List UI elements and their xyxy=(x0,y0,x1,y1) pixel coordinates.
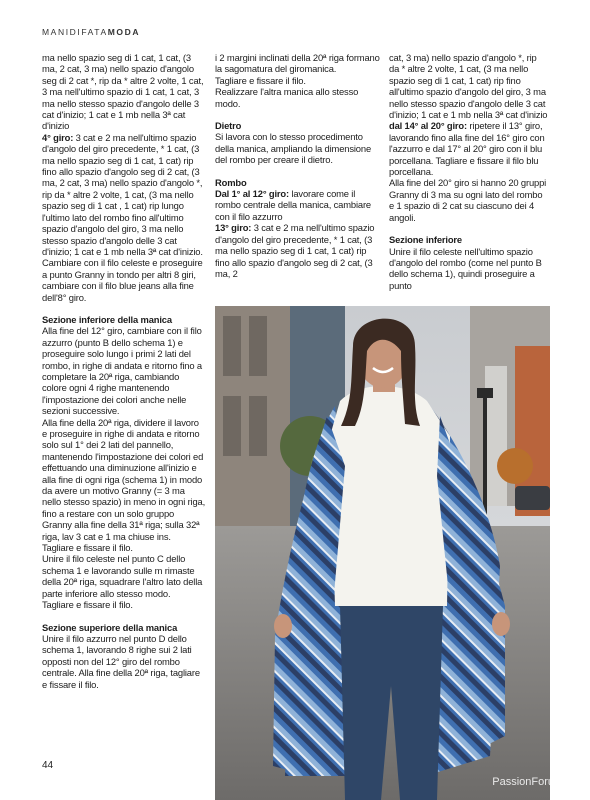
section-heading: Sezione superiore della manica xyxy=(42,621,178,633)
paragraph-text: Tagliare e fissare il filo. xyxy=(42,599,133,611)
watermark: PassionForum.ru xyxy=(492,776,576,788)
body-paragraph xyxy=(42,633,206,690)
paragraph-text: Cambiare con il filo celeste e proseguire a punto Granny in tondo per altri 8 giri, cambiare con il filo blue jeans alla fine dell'8° giro. xyxy=(42,257,203,303)
section-heading: Sezione inferiore xyxy=(389,234,462,246)
step-label: 13° giro: xyxy=(215,222,252,234)
paragraph-text: ma nello spazio seg di 1 cat, 1 cat, (3 ma, 2 cat, 3 ma) nello spazio d'angolo seg di 2 cat *, rip da * altre 2 volte, 1 cat, 3 ma nell'ultimo spazio di 1 cat, 1 cat, 3 ma nello stesso spazio d'angolo delle 3 cat d'inizio; 1 cat e 1 mb nella 3ª cat d'inizio xyxy=(42,52,204,132)
body-paragraph xyxy=(215,131,380,165)
brand-name-part1: MANIDIFATA xyxy=(42,27,108,37)
section-heading: Sezione inferiore della manica xyxy=(42,313,172,325)
text-column-1 xyxy=(42,52,206,690)
paragraph-text: Unire il filo celeste nel punto C dello schema 1 e lavorando sulle m rimaste della 20ª riga, squadrare l'altro lato della parte inferiore allo stesso modo. xyxy=(42,553,203,599)
paragraph-text: 3 cat e 2 ma nell'ultimo spazio d'angolo del giro precedente, * 1 cat, (3 ma nello spazio seg di 1 cat, 1 cat) rip fino allo spazio d'angolo seg di 2 cat, (3 ma, 2 xyxy=(215,222,375,279)
paragraph-text: Alla fine del 20° giro si hanno 20 gruppi Granny di 3 ma su ogni lato del rombo e 1 spazio di 2 cat su ciascuno dei 4 angoli. xyxy=(389,177,547,223)
body-paragraph xyxy=(42,325,206,416)
page-number: 44 xyxy=(42,760,54,771)
body-paragraph xyxy=(389,52,549,120)
paragraph-text: Realizzare l'altra manica allo stesso modo. xyxy=(215,86,359,109)
body-paragraph xyxy=(42,553,206,599)
paragraph-text: cat, 3 ma) nello spazio d'angolo *, rip da * altre 2 volte, 1 cat, (3 ma nello spazio seg di 1 cat, 1 cat) rip fino all'ultimo spazio d'angolo del giro, 3 ma nello stesso spazio d'angolo delle 3 cat d'inizio; 1 cat e 1 mb nella 3ª cat d'inizio xyxy=(389,52,548,121)
section-heading: Rombo xyxy=(215,176,247,188)
magazine-header xyxy=(42,27,140,37)
paragraph-text: Unire il filo azzurro nel punto D dello schema 1, lavorando 8 righe sui 2 lati opposti non del 12° giro del rombo centrale. Alla fine della 20ª riga, tagliare e fissare il filo. xyxy=(42,632,200,690)
body-paragraph xyxy=(215,222,380,279)
paragraph-text: Alla fine del 12° giro, cambiare con il filo azzurro (punto B dello schema 1) e proseguire solo lungo i primi 2 lati del rombo, in righe di andata e ritorno fino a completare la 20ª riga, cambiando colore ogni 4 righe mantenendo l'impostazione dei colori anche nelle sezioni successive. xyxy=(42,325,202,417)
body-paragraph xyxy=(389,246,549,292)
body-paragraph xyxy=(42,542,206,553)
fashion-photo xyxy=(215,306,550,800)
body-paragraph xyxy=(42,417,206,542)
paragraph-text: 3 cat e 2 ma nell'ultimo spazio d'angolo del giro precedente, * 1 cat, (3 ma nello spazio seg di 1 cat, 1 cat) rip fino allo spazio d'angolo seg di 2 cat, (3 ma, 2 cat, 3 ma) nello spazio d'angolo *, rip da * altre 2 volte, 1 cat, (3 ma nello spazio seg di 1 cat , 1 cat) rip lungo l'ultimo lato del rombo fino all'ultimo spazio d'angolo del giro, 3 ma nello stesso spazio d'angolo delle 3 cat d'inizio; 1 cat e 1 mb nella 3ª cat d'inizio. xyxy=(42,131,203,257)
text-column-3 xyxy=(389,52,549,291)
paragraph-text: lavorare come il rombo centrale della manica, cambiare con il filo azzurro xyxy=(215,188,371,222)
body-paragraph xyxy=(42,132,206,257)
body-paragraph xyxy=(215,75,380,86)
body-paragraph xyxy=(215,188,380,222)
body-paragraph xyxy=(389,177,549,223)
step-label: 4° giro: xyxy=(42,131,74,143)
text-column-2 xyxy=(215,52,380,279)
step-label: dal 14° al 20° giro: xyxy=(389,120,467,132)
brand-name-part2: MODA xyxy=(107,27,141,37)
paragraph-text: Tagliare e fissare il filo. xyxy=(215,74,306,86)
paragraph-text: ripetere il 13° giro, lavorando fino alla fine del 16° giro con l'azzurro e dal 17° al 20° giro con il blu porcellana. Tagliare e fissare il filo blu porcellana. xyxy=(389,120,545,178)
body-paragraph xyxy=(215,52,380,75)
paragraph-text: i 2 margini inclinati della 20ª riga formano la sagomatura del giromanica. xyxy=(215,52,380,75)
paragraph-text: Tagliare e fissare il filo. xyxy=(42,542,133,554)
body-paragraph xyxy=(42,599,206,610)
body-paragraph xyxy=(42,52,206,132)
section-heading: Dietro xyxy=(215,120,242,132)
paragraph-text: Si lavora con lo stesso procedimento della manica, ampliando la dimensione del rombo per creare il dietro. xyxy=(215,131,372,166)
paragraph-text: Unire il filo celeste nell'ultimo spazio d'angolo del rombo (come nel punto B dello schema 1), quindi proseguire a punto xyxy=(389,245,542,291)
body-paragraph xyxy=(215,86,380,109)
body-paragraph xyxy=(389,120,549,177)
body-paragraph xyxy=(42,257,206,303)
paragraph-text: Alla fine della 20ª riga, dividere il lavoro e proseguire in righe di andata e ritorno solo sul 1° dei 2 lati del pannello, mantenendo l'impostazione dei colori ed effettuando una diminuzione all'inizio e alla fine di ogni riga (schema 1) in modo da avere un motivo Granny (= 3 ma nello stesso spazio) in meno in ogni riga, fino a restare con un solo gruppo Granny alla fine della 31ª riga; sulla 32ª riga, lav 3 cat e 1 ma chiuse ins. xyxy=(42,416,206,542)
step-label: Dal 1° al 12° giro: xyxy=(215,188,289,200)
